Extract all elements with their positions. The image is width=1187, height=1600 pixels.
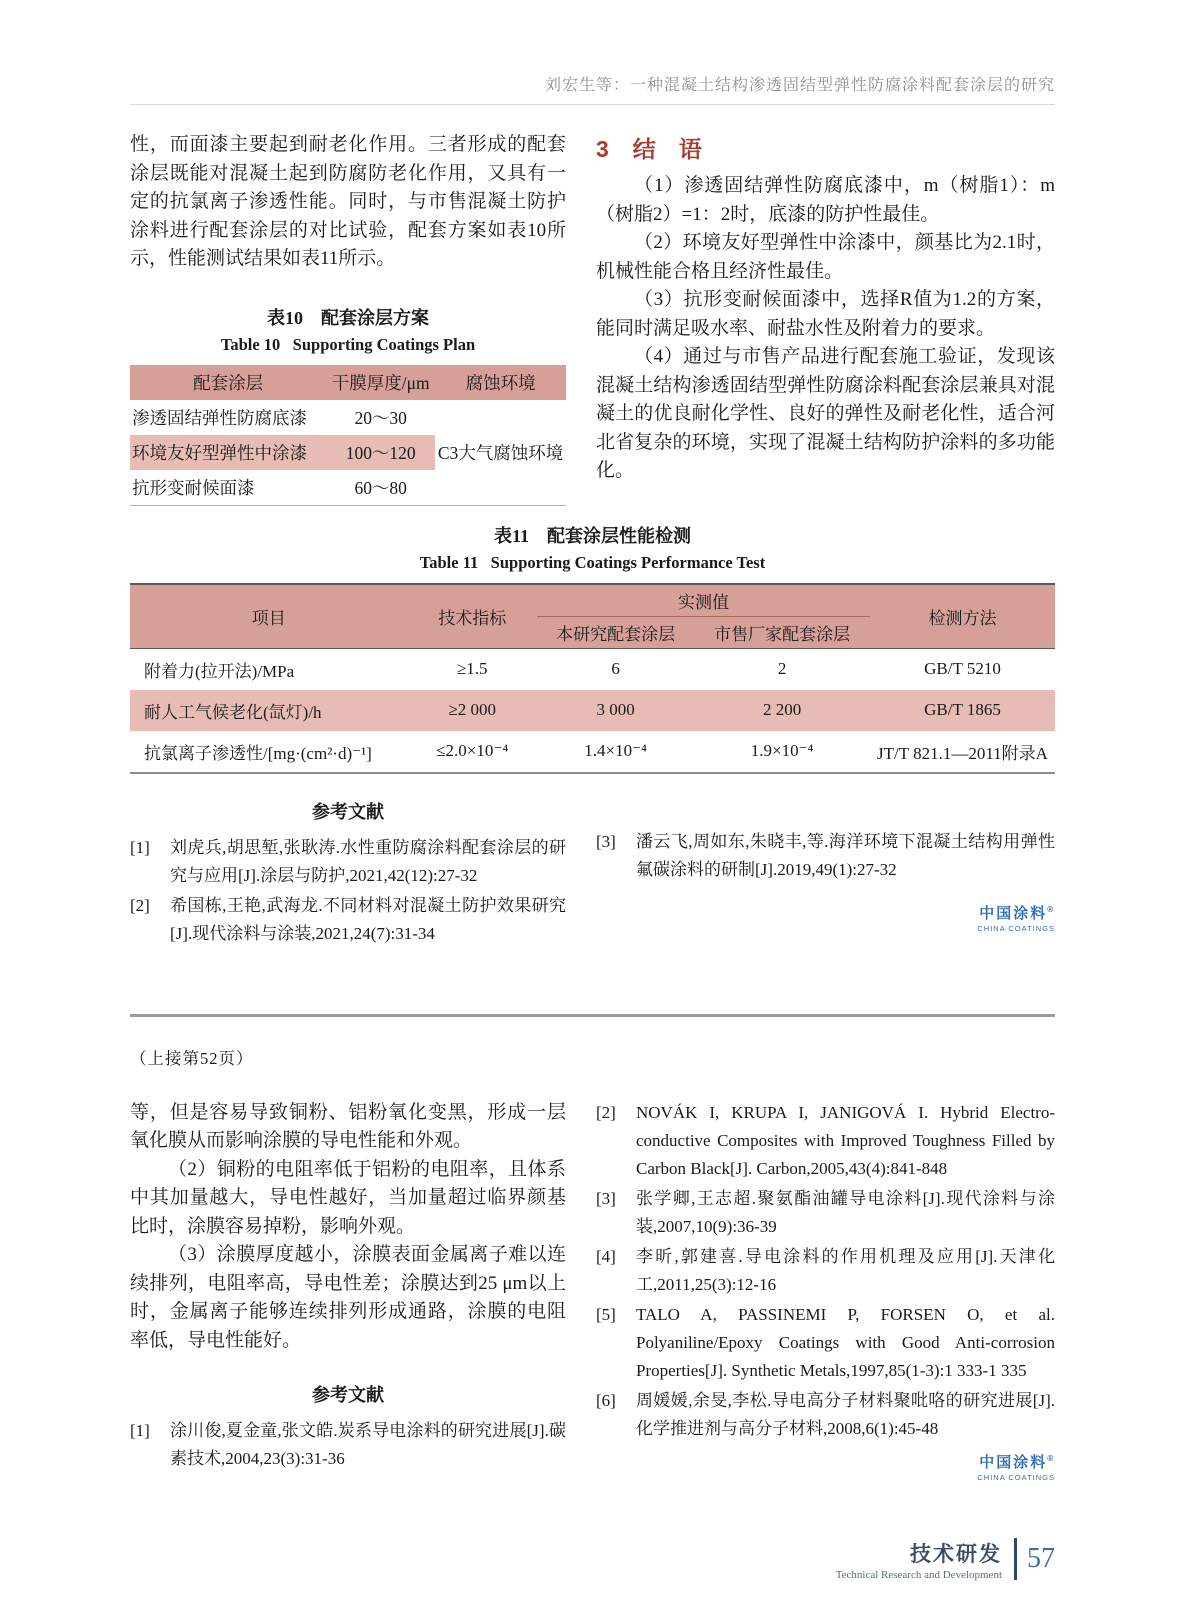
article1-left-column (130, 131, 566, 506)
table-cell: ≥2 000 (408, 690, 538, 731)
header-rule (130, 104, 1055, 105)
reference-item (596, 1243, 1055, 1299)
reference-number: [2] (596, 1102, 616, 1122)
article1-references (130, 792, 1055, 950)
article1-right-column (596, 131, 1055, 506)
table-cell-merged-environment: C3大气腐蚀环境 (435, 400, 566, 506)
reference-text: 潘云飞,周如东,朱晓丰,等.海洋环境下混凝土结构用弹性氟碳涂料的研制[J].2019,49(1):27-32 (636, 831, 1055, 879)
reference-number: [6] (596, 1390, 616, 1410)
reference-text: 张学卿,王志超.聚氨酯油罐导电涂料[J].现代涂料与涂装,2007,10(9):36-39 (636, 1188, 1055, 1236)
logo-cn-label: 中国涂料 (979, 904, 1048, 922)
table-cell: 3 000 (537, 690, 694, 731)
table-cell: 环境友好型弹性中涂漆 (130, 435, 326, 470)
table-cell: 60～80 (354, 477, 407, 498)
table-cell: 渗透固结弹性防腐底漆 (132, 407, 307, 428)
table11-header-row1 (130, 584, 1055, 617)
reference-item (596, 828, 1055, 884)
footer-section-label (836, 1538, 1002, 1581)
references-heading: 参考文献 (312, 801, 384, 822)
references-heading: 参考文献 (312, 1385, 384, 1405)
section-title: 结 语 (632, 136, 702, 162)
reference-text: 刘虎兵,胡思堑,张耿涛.水性重防腐涂料配套涂层的研究与应用[J].涂层与防护,2021,42(12):27-32 (170, 837, 566, 885)
table11-block (130, 522, 1055, 774)
table-cell: GB/T 1865 (870, 690, 1055, 731)
running-title: 刘宏生等：一种混凝土结构渗透固结型弹性防腐涂料配套涂层的研究 (544, 77, 1055, 94)
table-cell: 6 (611, 659, 620, 678)
footer-section-en: Technical Research and Development (835, 1568, 1002, 1581)
table10 (130, 365, 566, 506)
reference-item (130, 1417, 566, 1473)
section-number: 3 (596, 136, 609, 162)
reference-item (130, 834, 566, 890)
table10-header-cell: 腐蚀环境 (435, 365, 566, 400)
table-cell: 耐人工气候老化(氙灯)/h (130, 690, 408, 731)
reference-item (596, 1099, 1055, 1183)
table11-header-sub1: 本研究配套涂层 (537, 616, 694, 648)
table-cell: GB/T 5210 (924, 659, 1001, 678)
china-coatings-logo (977, 1451, 1055, 1482)
china-coatings-logo-wrap (596, 902, 1055, 933)
table-cell: 2 200 (694, 690, 870, 731)
table-cell: 抗形变耐候面漆 (132, 477, 255, 498)
body-paragraph: 性，而面漆主要起到耐老化作用。三者形成的配套涂层既能对混凝土起到防腐防老化作用，又具有一定的抗氯离子渗透性能。同时，与市售混凝土防护涂料进行配套涂层的对比试验，配套方案如表10所示，性能测试结果如表11所示。 (130, 134, 566, 269)
registered-mark-icon: ® (1047, 1453, 1054, 1463)
article2-right-column (596, 1099, 1055, 1482)
reference-number: [1] (130, 837, 150, 857)
china-coatings-logo-wrap (596, 1451, 1055, 1482)
article1-columns (130, 131, 1055, 506)
table11-header-sub2: 市售厂家配套涂层 (694, 616, 870, 648)
conclusion-paragraph: （3）抗形变耐候面漆中，选择R值为1.2的方案，能同时满足吸水率、耐盐水性及附着力的要求。 (596, 289, 1055, 339)
footer-section-cn: 技术研发 (910, 1542, 1002, 1566)
footer-divider-bar (1014, 1538, 1017, 1580)
reference-text: 涂川俊,夏金童,张文皓.炭系导电涂料的研究进展[J].碳素技术,2004,23(3):31-36 (170, 1421, 566, 1468)
logo-cn-label: 中国涂料 (979, 1453, 1048, 1471)
reference-number: [3] (596, 1188, 616, 1208)
china-coatings-logo (977, 902, 1055, 933)
logo-text-cn (977, 1451, 1055, 1472)
body-paragraph: （3）涂膜厚度越小，涂膜表面金属离子难以连续排列，电阻率高，导电性差；涂膜达到25 μm以上时，金属离子能够连续排列形成通路，涂膜的电阻率低，导电性能好。 (130, 1244, 566, 1351)
table-cell: ≤2.0×10⁻⁴ (436, 741, 509, 760)
page-footer (130, 1538, 1055, 1581)
table11-title-cn: 表11 配套涂层性能检测 (493, 525, 691, 546)
conclusion-paragraph: （4）通过与市售产品进行配套施工验证，发现该混凝土结构渗透固结型弹性防腐涂料配套涂层兼具对混凝土的优良耐化学性、良好的弹性及耐老化性，适合河北省复杂的环境，实现了混凝土结构防护涂料的多功能化。 (596, 346, 1055, 481)
table-cell: 1.9×10⁻⁴ (750, 741, 814, 760)
reference-text: TALO A, PASSINEMI P, FORSEN O, et al. Polyaniline/Epoxy Coatings with Good Anti-corrosion Properties[J]. Synthetic Metals,1997,85(1-3):1 333-1 335 (636, 1304, 1055, 1380)
table10-title-cn: 表10 配套涂层方案 (267, 307, 429, 328)
reference-text: 希国栋,王艳,武海龙.不同材料对混凝土防护效果研究[J].现代涂料与涂装,2021,24(7):31-34 (170, 895, 566, 943)
table-cell: ≥1.5 (456, 659, 488, 678)
table10-header-cell: 配套涂层 (130, 365, 326, 400)
reference-item (596, 1185, 1055, 1241)
table10-header-cell: 干膜厚度/μm (326, 365, 435, 400)
table-row (130, 731, 1055, 773)
conclusion-paragraph: （2）环境友好型弹性中涂漆中，颜基比为2.1时，机械性能合格且经济性最佳。 (596, 232, 1055, 282)
reference-text: 周媛媛,余旻,李松.导电高分子材料聚吡咯的研究进展[J].化学推进剂与高分子材料,2008,6(1):45-48 (636, 1390, 1055, 1438)
registered-mark-icon: ® (1047, 904, 1054, 914)
reference-number: [5] (596, 1304, 616, 1324)
article1-refs-left (130, 792, 566, 950)
logo-text-cn (977, 902, 1055, 923)
continued-from-note: （上接第52页） (130, 1048, 254, 1068)
logo-text-en: CHINA COATINGS (977, 1472, 1055, 1482)
table-row (130, 648, 1055, 690)
table-cell: 100～120 (326, 435, 435, 470)
table11 (130, 583, 1055, 774)
reference-text: NOVÁK I, KRUPA I, JANIGOVÁ I. Hybrid Electro-conductive Composites with Improved Toughness Filled by Carbon Black[J]. Carbon,2005,43(4):841-848 (636, 1102, 1055, 1178)
table-cell: 20～30 (354, 407, 407, 428)
page-number: 57 (1027, 1543, 1055, 1574)
article2-left-column (130, 1099, 566, 1482)
table-cell: 2 (777, 659, 787, 678)
table11-header-item: 项目 (130, 584, 408, 649)
table-cell: 抗氯离子渗透性/[mg·(cm²·d)⁻¹] (144, 743, 372, 763)
reference-number: [2] (130, 895, 150, 915)
body-paragraph: 等，但是容易导致铜粉、铝粉氧化变黑，形成一层氧化膜从而影响涂膜的导电性能和外观。 (130, 1101, 566, 1151)
article2-columns (130, 1099, 1055, 1482)
reference-item (130, 892, 566, 948)
body-paragraph: （2）铜粉的电阻率低于铝粉的电阻率，且体系中其加量越大，导电性越好，当加量超过临界颜基比时，涂膜容易掉粉，影响外观。 (130, 1158, 566, 1237)
table11-header-method: 检测方法 (870, 584, 1055, 649)
table11-header-measured: 实测值 (537, 584, 870, 617)
table11-title-en: Table 11 Supporting Coatings Performance Test (419, 552, 766, 572)
table-row (130, 690, 1055, 731)
table-row (130, 400, 566, 435)
conclusion-section-heading (596, 131, 1055, 164)
reference-item (596, 1387, 1055, 1443)
table10-header-row (130, 365, 566, 400)
reference-item (596, 1301, 1055, 1385)
table-cell: JT/T 821.1—2011附录A (877, 743, 1048, 763)
table-cell: 附着力(拉开法)/MPa (144, 661, 295, 681)
reference-text: 李昕,郭建喜.导电涂料的作用机理及应用[J].天津化工,2011,25(3):12-16 (636, 1246, 1055, 1294)
table-cell: 1.4×10⁻⁴ (584, 741, 647, 760)
logo-text-en: CHINA COATINGS (977, 923, 1055, 933)
table10-block (130, 304, 566, 506)
article1-refs-right (596, 792, 1055, 950)
table10-title-en: Table 10 Supporting Coatings Plan (220, 334, 476, 354)
article-divider (130, 1014, 1055, 1017)
conclusion-paragraph: （1）渗透固结弹性防腐底漆中，m（树脂1）：m（树脂2）=1：2时，底漆的防护性最佳。 (596, 175, 1055, 225)
reference-number: [1] (130, 1421, 150, 1440)
reference-number: [3] (596, 831, 616, 851)
reference-number: [4] (596, 1246, 616, 1266)
table11-header-spec: 技术指标 (408, 584, 538, 649)
